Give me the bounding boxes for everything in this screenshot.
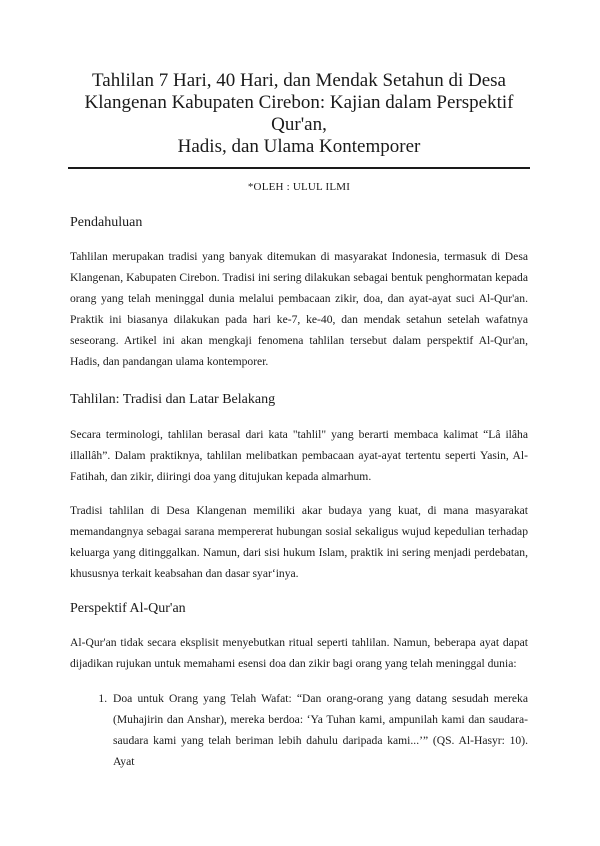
paragraph-quran-intro: Al-Qur'an tidak secara eksplisit menyebutkan ritual seperti tahlilan. Namun, beberapa ayat dapat dijadikan rujukan untuk memahami esensi doa dan zikir bagi orang yang telah meninggal dunia: bbox=[70, 636, 528, 670]
document-page bbox=[0, 70, 600, 846]
document-title bbox=[70, 70, 528, 158]
author-line: *OLEH : ULUL ILMI bbox=[247, 181, 351, 193]
list-item: 1. Doa untuk Orang yang Telah Wafat: “Dan orang-orang yang datang sesudah mereka (Muhajirin dan Anshar), mereka berdoa: ‘Ya Tuhan kami, ampunilah kami dan saudara-saudara kami yang telah beriman lebih dahulu daripada kami...’” (QS. Al-Hasyr: 10). Ayat bbox=[110, 688, 528, 772]
heading-perspektif-quran: Perspektif Al-Qur'an bbox=[70, 601, 186, 616]
paragraph-intro: Tahlilan merupakan tradisi yang banyak ditemukan di masyarakat Indonesia, termasuk di Desa Klangenan, Kabupaten Cirebon. Tradisi ini sering dilakukan sebagai bentuk penghormatan kepada orang yang telah meninggal dunia melalui pembacaan zikir, doa, dan ayat-ayat suci Al-Qur'an. Praktik ini biasanya dilakukan pada hari ke-7, ke-40, dan mendak setahun setelah wafatnya seseorang. Artikel ini akan mengkaji fenomena tahlilan tersebut dalam perspektif Al-Qur'an, Hadis, dan pandangan ulama kontemporer. bbox=[70, 250, 528, 368]
title-line-3: Hadis, dan Ulama Kontemporer bbox=[177, 136, 421, 157]
quran-reference-list bbox=[70, 688, 528, 772]
paragraph-terminologi: Secara terminologi, tahlilan berasal dari kata "tahlil" yang berarti membaca kalimat “Lâ ilâha illallâh”. Dalam praktiknya, tahlilan melibatkan pembacaan ayat-ayat tertentu seperti Yasin, Al-Fatihah, dan zikir, diiringi doa yang ditujukan kepada almarhum. bbox=[70, 428, 528, 483]
heading-tahlilan-tradisi: Tahlilan: Tradisi dan Latar Belakang bbox=[70, 392, 276, 407]
paragraph-tradisi-klangenan: Tradisi tahlilan di Desa Klangenan memiliki akar budaya yang kuat, di mana masyarakat memandangnya sebagai sarana mempererat hubungan sosial sekaligus wujud kepedulian terhadap keluarga yang ditinggalkan. Namun, dari sisi hukum Islam, praktik ini sering menjadi perdebatan, khususnya terkait keabsahan dan dasar syar‘inya. bbox=[70, 504, 528, 580]
heading-pendahuluan: Pendahuluan bbox=[70, 215, 143, 230]
title-line-2: Klangenan Kabupaten Cirebon: Kajian dalam Perspektif Qur'an, bbox=[84, 92, 514, 135]
title-divider bbox=[68, 167, 530, 169]
title-line-1: Tahlilan 7 Hari, 40 Hari, dan Mendak Setahun di Desa bbox=[92, 70, 506, 91]
